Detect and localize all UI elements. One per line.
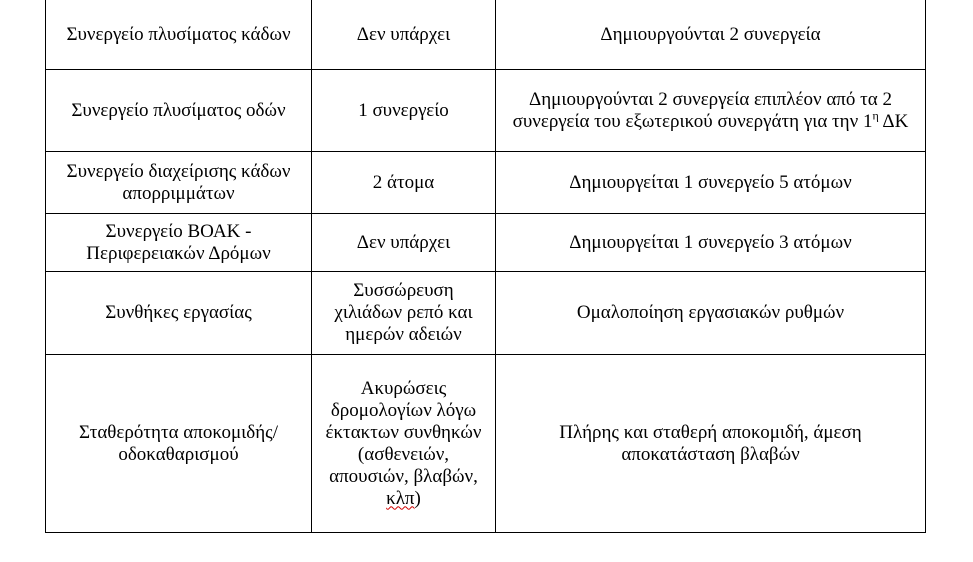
ordinal-superscript: η [872, 108, 879, 123]
after-cell: Δημιουργείται 1 συνεργείο 3 ατόμων [496, 214, 926, 272]
table-row [46, 70, 926, 152]
before-text-tail: ) [414, 487, 421, 509]
category-cell: Συνεργείο πλυσίματος κάδων [46, 0, 312, 70]
before-cell: 2 άτομα [312, 152, 496, 214]
after-text-tail: ΔΚ [878, 110, 909, 132]
category-cell: Σταθερότητα αποκομιδής/οδοκαθαρισμού [46, 355, 312, 533]
spellcheck-flagged-word: κλπ [386, 487, 415, 509]
after-cell: Ομαλοποίηση εργασιακών ρυθμών [496, 272, 926, 355]
before-text: Ακυρώσεις δρομολογίων λόγω έκτακτων συνθηκών (ασθενειών, απουσιών, βλαβών, [325, 377, 482, 487]
before-cell: Δεν υπάρχει [312, 0, 496, 70]
table-row [46, 152, 926, 214]
table-row [46, 355, 926, 533]
category-cell: Συνεργείο διαχείρισης κάδων απορριμμάτων [46, 152, 312, 214]
category-cell: Συνεργείο ΒΟΑΚ - Περιφερειακών Δρόμων [46, 214, 312, 272]
table-row [46, 214, 926, 272]
table-row [46, 0, 926, 70]
before-cell: 1 συνεργείο [312, 70, 496, 152]
after-text: Δημιουργούνται 2 συνεργεία επιπλέον από τα 2 συνεργεία του εξωτερικού συνεργάτη για την 1 [512, 88, 892, 132]
after-cell: Δημιουργούνται 2 συνεργεία [496, 0, 926, 70]
before-cell: Δεν υπάρχει [312, 214, 496, 272]
category-cell: Συνεργείο πλυσίματος οδών [46, 70, 312, 152]
before-cell: Συσσώρευση χιλιάδων ρεπό και ημερών αδειών [312, 272, 496, 355]
table-row [46, 272, 926, 355]
category-cell: Συνθήκες εργασίας [46, 272, 312, 355]
after-cell: Πλήρης και σταθερή αποκομιδή, άμεση αποκατάσταση βλαβών [496, 355, 926, 533]
after-cell: Δημιουργείται 1 συνεργείο 5 ατόμων [496, 152, 926, 214]
comparison-table [45, 0, 926, 533]
after-cell [496, 70, 926, 152]
before-cell [312, 355, 496, 533]
